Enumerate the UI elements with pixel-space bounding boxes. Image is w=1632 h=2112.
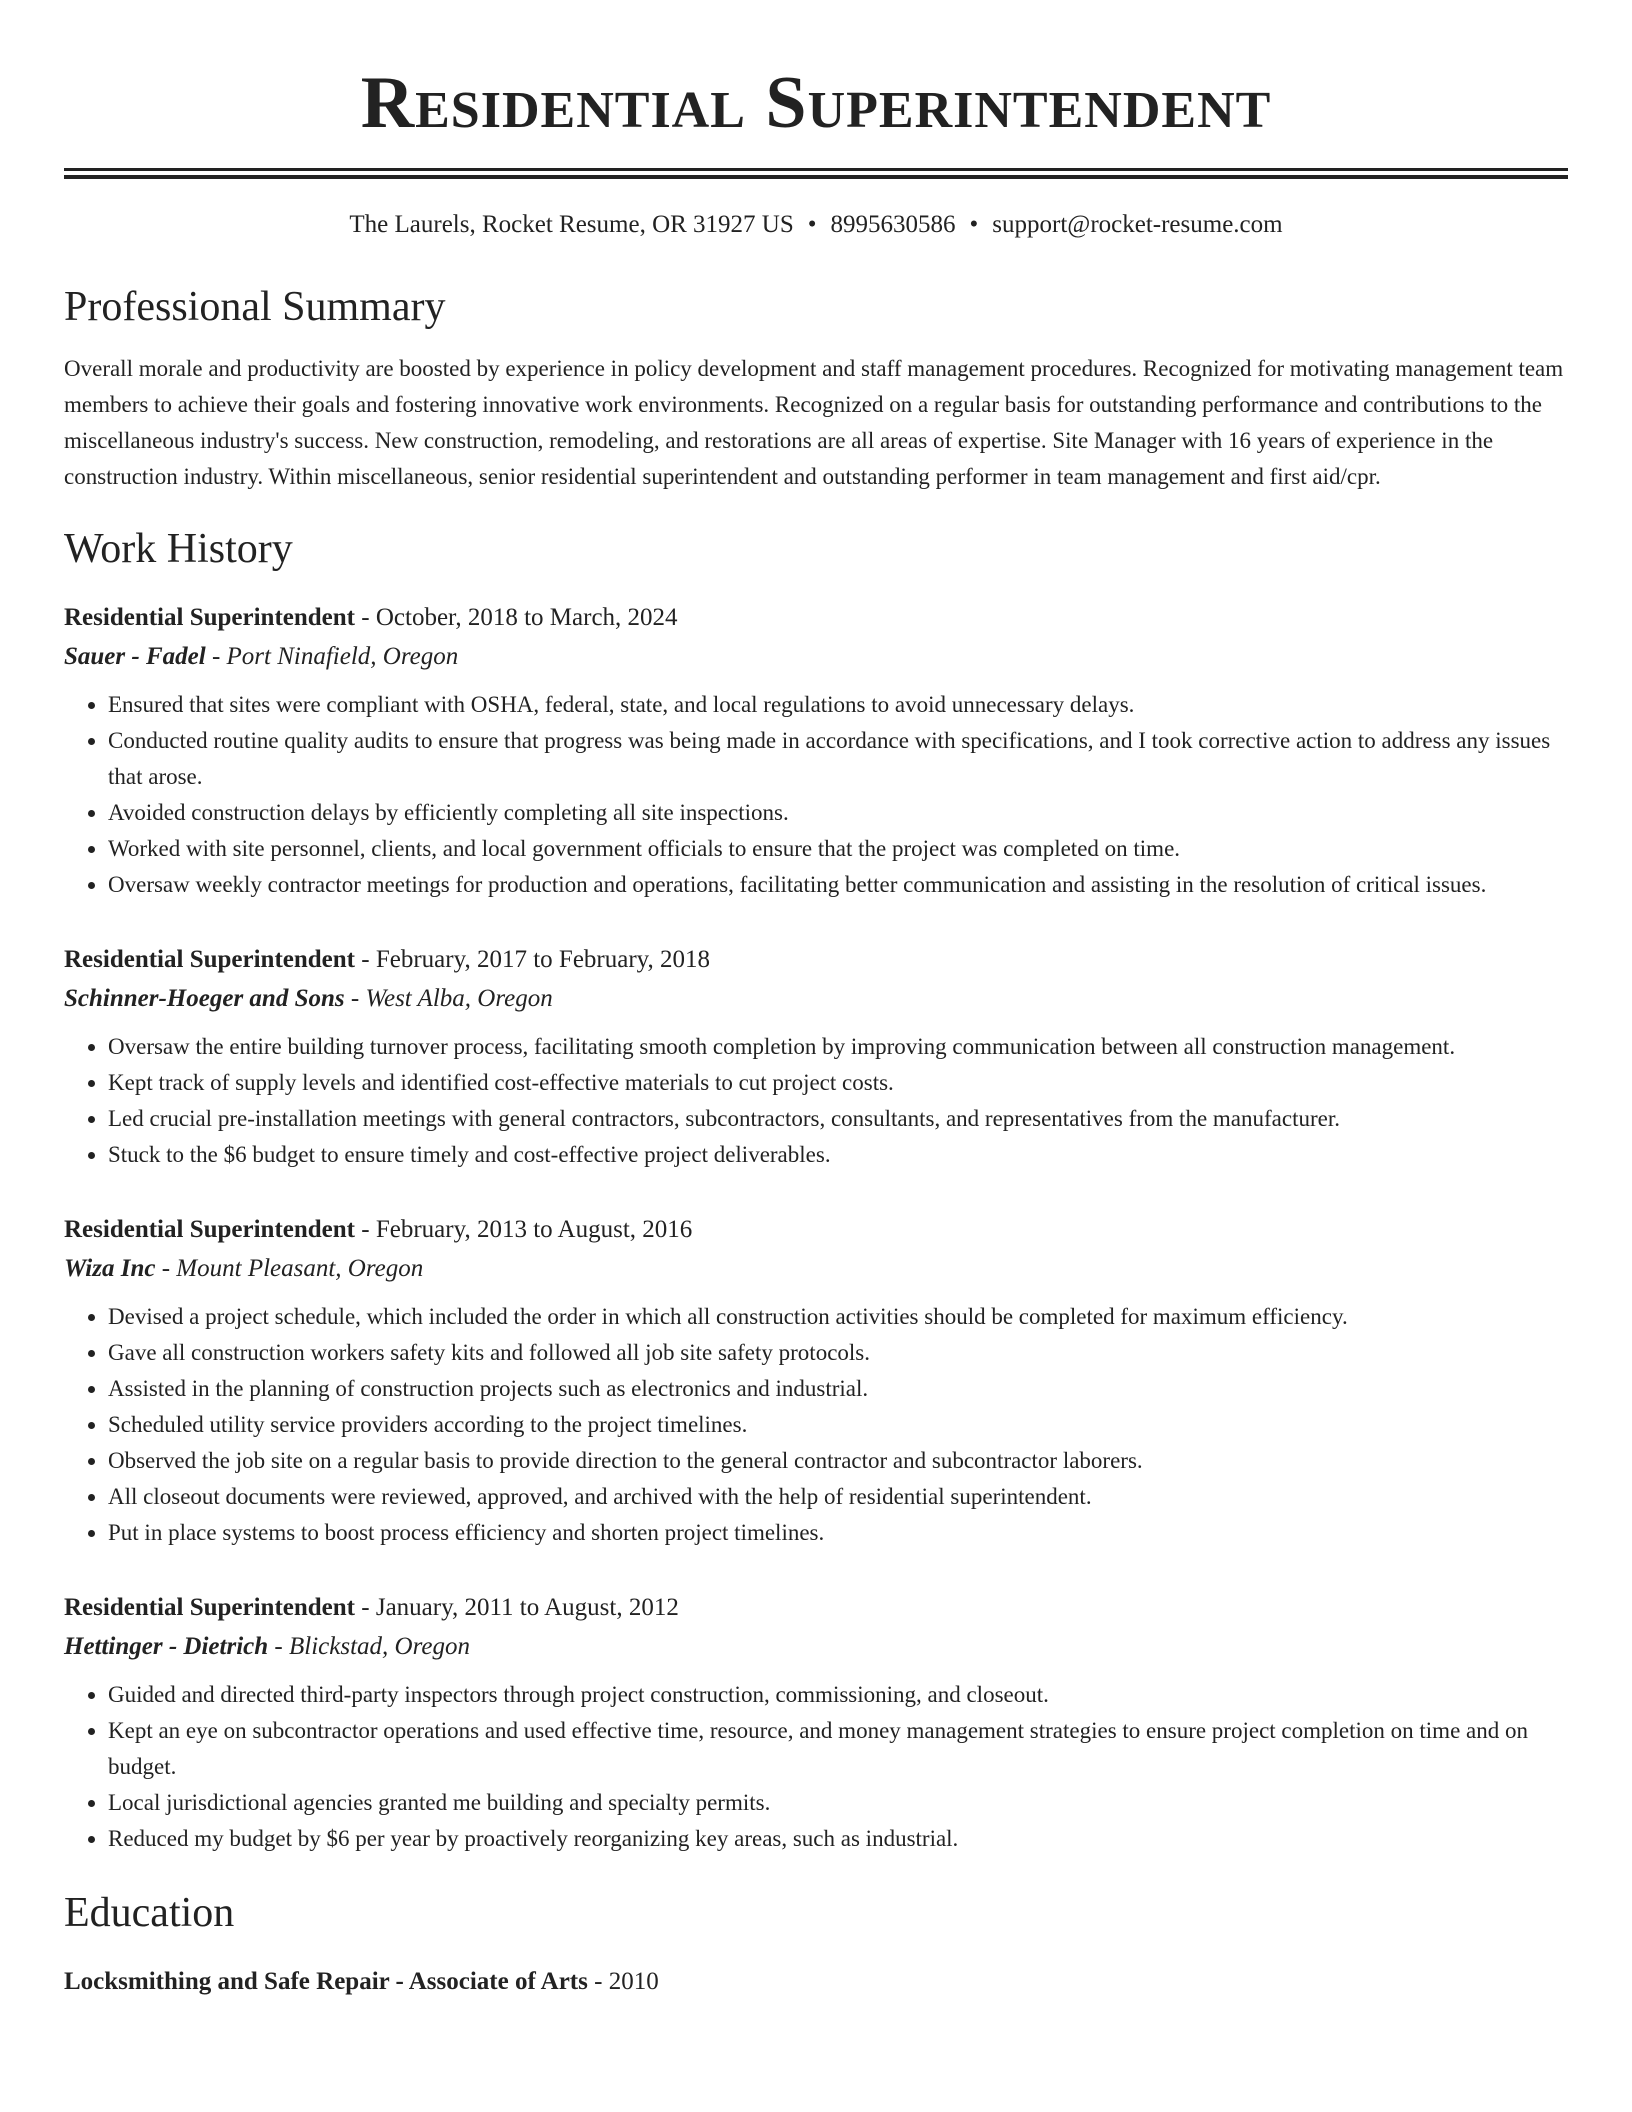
job-dates: February, 2017 to February, 2018 <box>375 946 711 973</box>
job-bullet: • Stuck to the $6 budget to ensure timely and cost-effective project deliverables. <box>108 1137 1568 1173</box>
resume-title: Residential Superintendent <box>360 62 1272 144</box>
job-bullet: • Scheduled utility service providers according to the project timelines. <box>108 1407 1568 1443</box>
job-bullet: • Led crucial pre-installation meetings with general contractors, subcontractors, consultants, and representatives from the manufacturer. <box>108 1101 1568 1137</box>
company-line <box>64 1249 1568 1289</box>
job-bullet: • Observed the job site on a regular basis to provide direction to the general contractor and subcontractor laborers. <box>108 1443 1568 1479</box>
job-title-line <box>64 1589 1568 1627</box>
job-bullet: • Ensured that sites were compliant with OSHA, federal, state, and local regulations to avoid unnecessary delays. <box>108 687 1568 723</box>
contact-address: The Laurels, Rocket Resume, OR 31927 US <box>349 211 794 238</box>
job-title: Residential Superintendent <box>64 604 356 631</box>
job-bullet: • Oversaw the entire building turnover process, facilitating smooth completion by improving communication between all construction management. <box>108 1029 1568 1065</box>
job-title: Residential Superintendent <box>64 1594 356 1621</box>
job-bullet: • Kept track of supply levels and identified cost-effective materials to cut project costs. <box>108 1065 1568 1101</box>
job-dash: - <box>355 604 376 631</box>
education-entry <box>64 1963 1568 2001</box>
education-list <box>64 1963 1568 2001</box>
company-dash: - <box>344 985 366 1012</box>
company-location: Mount Pleasant, Oregon <box>176 1255 424 1282</box>
job-dash: - <box>355 1594 376 1621</box>
job-bullets <box>64 1677 1568 1857</box>
company-location: Port Ninafield, Oregon <box>226 643 459 670</box>
education-heading: Education <box>64 1890 235 1936</box>
job-title-line <box>64 599 1568 637</box>
job-bullets <box>64 1299 1568 1551</box>
education-dash: - <box>587 1968 609 1995</box>
contact-separator: • <box>807 211 817 238</box>
work-history-list <box>64 599 1568 1857</box>
work-history-heading: Work History <box>64 526 293 572</box>
job-bullet: • Assisted in the planning of construction projects such as electronics and industrial. <box>108 1371 1568 1407</box>
title-divider <box>64 168 1568 171</box>
job-bullet: • Put in place systems to boost process efficiency and shorten project timelines. <box>108 1515 1568 1551</box>
job-bullet: • Reduced my budget by $6 per year by proactively reorganizing key areas, such as industrial. <box>108 1821 1568 1857</box>
job-bullet: • Avoided construction delays by efficiently completing all site inspections. <box>108 795 1568 831</box>
job-entry <box>64 1211 1568 1551</box>
company-line <box>64 979 1568 1019</box>
contact-phone: 8995630586 <box>830 211 956 238</box>
job-bullet: • Conducted routine quality audits to ensure that progress was being made in accordance with specifications, and I took corrective action to address any issues that arose. <box>108 723 1568 795</box>
job-bullet: • All closeout documents were reviewed, approved, and archived with the help of residential superintendent. <box>108 1479 1568 1515</box>
job-bullet: • Gave all construction workers safety kits and followed all job site safety protocols. <box>108 1335 1568 1371</box>
education-program: Locksmithing and Safe Repair - Associate of Arts <box>64 1968 588 1995</box>
job-entry <box>64 599 1568 903</box>
job-dates: January, 2011 to August, 2012 <box>375 1594 679 1621</box>
job-bullet: • Oversaw weekly contractor meetings for production and operations, facilitating better communication and assisting in the resolution of critical issues. <box>108 867 1568 903</box>
company-dash: - <box>155 1255 177 1282</box>
summary-heading: Professional Summary <box>64 284 446 330</box>
job-entry <box>64 1589 1568 1857</box>
job-dates: February, 2013 to August, 2016 <box>375 1216 693 1243</box>
job-bullets <box>64 687 1568 903</box>
job-title: Residential Superintendent <box>64 1216 356 1243</box>
company-dash: - <box>268 1633 289 1660</box>
company-line <box>64 1627 1568 1667</box>
contact-line <box>64 209 1568 241</box>
job-title-line <box>64 941 1568 979</box>
company-location: Blickstad, Oregon <box>288 1633 470 1660</box>
company-name: Wiza Inc <box>64 1255 156 1282</box>
job-title: Residential Superintendent <box>64 946 356 973</box>
job-bullet: • Worked with site personnel, clients, and local government officials to ensure that the project was completed on time. <box>108 831 1568 867</box>
job-dates: October, 2018 to March, 2024 <box>375 604 678 631</box>
company-name: Sauer - Fadel <box>64 643 206 670</box>
summary-text: Overall morale and productivity are boosted by experience in policy development and staff management procedures. Recognized for motivating management team members to achieve their goals and fostering innovative work environments. Recognized on a regular basis for outstanding performance and contributions to the miscellaneous industry's success. New construction, remodeling, and restorations are all areas of expertise. Site Manager with 16 years of experience in the construction industry. Within miscellaneous, senior residential superintendent and outstanding performer in team management and first aid/cpr. <box>64 356 1564 489</box>
job-title-line <box>64 1211 1568 1249</box>
company-dash: - <box>205 643 227 670</box>
job-dash: - <box>355 946 376 973</box>
company-name: Schinner-Hoeger and Sons <box>64 985 345 1012</box>
contact-email: support@rocket-resume.com <box>992 211 1283 238</box>
contact-separator: • <box>969 211 979 238</box>
job-bullets <box>64 1029 1568 1173</box>
job-dash: - <box>355 1216 376 1243</box>
job-bullet: • Guided and directed third-party inspectors through project construction, commissioning, and closeout. <box>108 1677 1568 1713</box>
company-location: West Alba, Oregon <box>365 985 553 1012</box>
company-name: Hettinger - Dietrich <box>64 1633 269 1660</box>
job-bullet: • Local jurisdictional agencies granted me building and specialty permits. <box>108 1785 1568 1821</box>
job-entry <box>64 941 1568 1173</box>
company-line <box>64 637 1568 677</box>
education-year: 2010 <box>608 1968 659 1995</box>
job-bullet: • Kept an eye on subcontractor operations and used effective time, resource, and money management strategies to ensure project completion on time and on budget. <box>108 1713 1568 1785</box>
job-bullet: • Devised a project schedule, which included the order in which all construction activities should be completed for maximum efficiency. <box>108 1299 1568 1335</box>
